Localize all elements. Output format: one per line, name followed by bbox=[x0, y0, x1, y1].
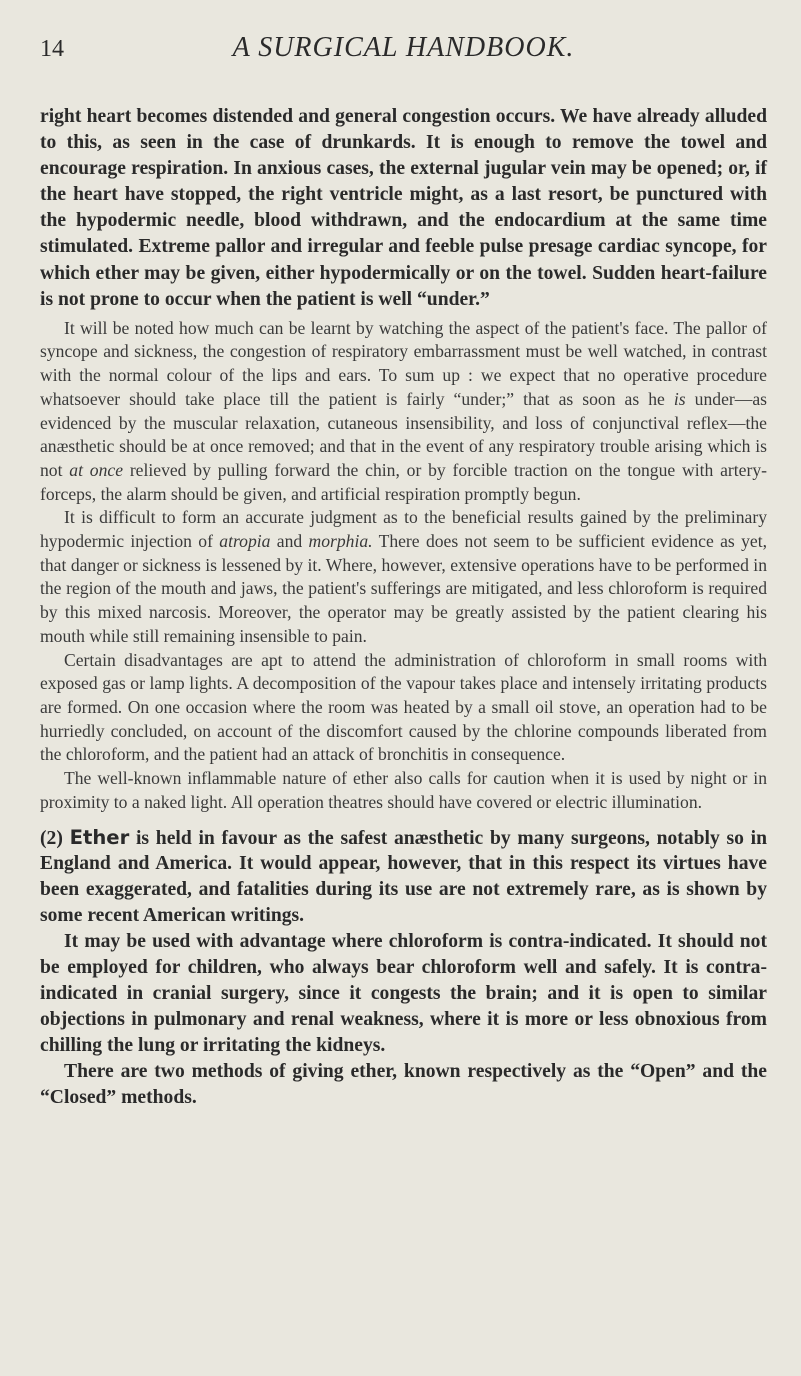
paragraph-7: It may be used with advantage where chloroform is contra-indicated. It should not be employed for children, who always bear chloroform well and safely. It is contra-indicated in cranial surgery, since it congests the brain; and it is open to similar objections in pulmonary and renal weakness, where it is more or less obnoxious from chilling the lung or irritating the kidneys. bbox=[40, 931, 767, 1056]
paragraph-3: It is difficult to form an accurate judgment as to the beneficial results gained by the preliminary hypodermic injection of atropia and morphia. There does not seem to be sufficient evidence as yet, that danger or sickness is lessened by it. Where, however, extensive operations have to be performed in the region of the mouth and jaws, the patient's sufferings are mitigated, and less chloroform is required by this mixed narcosis. Moreover, the operator may be greatly assisted by the patient clearing his mouth while still remaining insensible to pain. bbox=[40, 507, 768, 646]
paragraph-4: Certain disadvantages are apt to attend the administration of chloroform in small rooms with exposed gas or lamp lights. A decomposition of the vapour takes place and intensely irritating products are formed. On one occasion where the room was heated by a small oil stove, an operation had to be hurriedly concluded, on account of the discomfort caused by the chlorine compounds liberated from the chloroform, and the patient had an attack of bronchitis in consequence. bbox=[40, 649, 767, 765]
paragraph-6: (2) Ether is held in favour as the safest anæsthetic by many surgeons, notably so in England and America. It would appear, however, that in this respect its virtues have been exaggerated, and fatalities during its use are not extremely rare, as is shown by some recent American writings. bbox=[40, 825, 767, 927]
section-heading-ether: Ether bbox=[69, 825, 130, 849]
paragraph-1: right heart becomes distended and general congestion occurs. We have already alluded to this, as seen in the case of drunkards. It is enough to remove the towel and encourage respiration. In anxious cases, the external jugular vein may be opened; or, if the heart have stopped, the right ventricle might, as a last resort, be punctured with the hypodermic needle, blood withdrawn, and the endocardium at the same time stimulated. Extreme pallor and irregular and feeble pulse presage cardiac syncope, for which ether may be given, either hypodermically or on the towel. Sudden heart-failure is not prone to occur when the patient is well “under.” bbox=[40, 106, 767, 310]
page-header bbox=[40, 32, 767, 76]
page-number: 14 bbox=[40, 36, 64, 62]
running-head: A SURGICAL HANDBOOK. bbox=[232, 32, 575, 63]
paragraph-5: The well-known inflammable nature of ether also calls for caution when it is used by night or in proximity to a naked light. All operation theatres should have covered or electric illumination. bbox=[40, 768, 767, 812]
body-text bbox=[40, 104, 767, 1110]
paragraph-2: It will be noted how much can be learnt by watching the aspect of the patient's face. The pallor of syncope and sickness, the congestion of respiratory embarrassment must be well watched, in contrast with the normal colour of the lips and ears. To sum up : we expect that no operative procedure whatsoever should take place till the patient is fairly “under;” that as soon as he is under—as evidenced by the muscular relaxation, cutaneous insensibility, and loss of conjunctival reflex—the anæsthetic should be at once removed; and that in the event of any respiratory trouble arising which is not at once relieved by pulling forward the chin, or by forcible traction on the tongue with artery-forceps, the alarm should be given, and artificial respiration promptly begun. bbox=[40, 317, 767, 504]
paragraph-8: There are two methods of giving ether, known respectively as the “Open” and the “Closed” methods. bbox=[40, 1060, 767, 1108]
